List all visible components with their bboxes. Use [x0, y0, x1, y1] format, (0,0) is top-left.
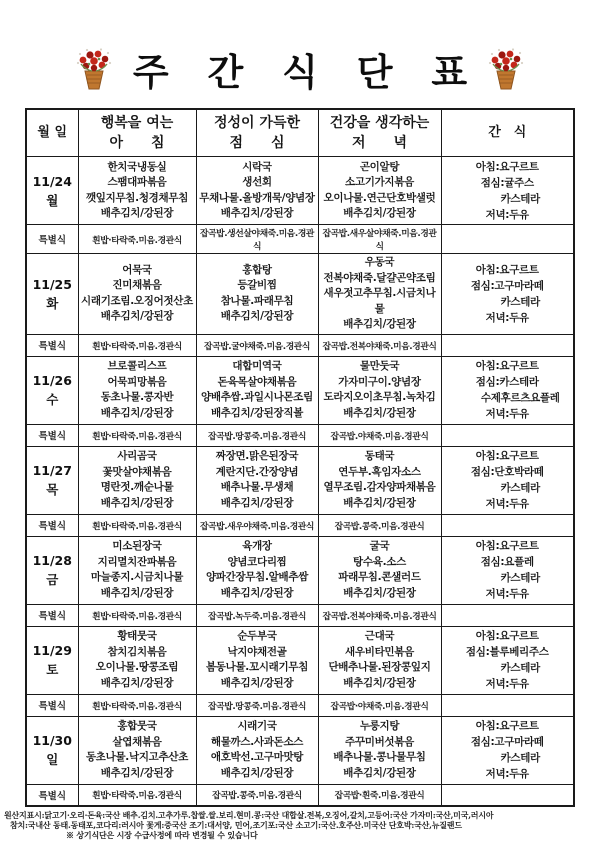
menu-item: 도라지오이초무침.녹차김 — [323, 391, 436, 403]
menu-item: 순두부국 — [237, 630, 277, 642]
snack-cell — [441, 356, 574, 424]
special-diet-label: 특별식 — [26, 784, 78, 806]
menu-item: 배추김치/강된장 — [100, 496, 174, 509]
menu-item: 마늘종지.시금치나물 — [90, 571, 184, 583]
date-cell — [26, 356, 78, 424]
special-diet-snack-empty — [441, 514, 574, 536]
menu-item: 동태국 — [364, 450, 395, 462]
special-diet-label: 특별식 — [26, 694, 78, 716]
menu-item: 연두부.흑임자소스 — [338, 465, 421, 478]
special-diet-row-11-30 — [26, 784, 574, 806]
special-diet-menu: 흰밥·타락죽.미음.경관식 — [78, 424, 196, 446]
menu-change-notice: ※ 상기식단은 시장 수급사정에 따라 변경될 수 있습니다 — [66, 830, 258, 840]
day-row-11-27 — [26, 446, 574, 514]
menu-item: 짜장면.맑은된장국 — [215, 450, 299, 462]
origin-footnote — [4, 810, 596, 840]
snack-item: 아침:요구르트 — [475, 360, 539, 372]
page-title: 주 간 식 단 표 — [132, 50, 481, 94]
snack-item: 아침:요구르트 — [475, 720, 539, 732]
menu-item: 배추김치/강된장 — [100, 310, 174, 323]
breakfast-menu-cell — [78, 626, 196, 694]
special-diet-menu: 잡곡밥.새우살야채죽.미음.경관식 — [318, 225, 441, 254]
special-diet-menu: 잡곡밥.생선살야채죽.미음.경관식 — [196, 225, 318, 254]
lunch-menu-cell — [196, 626, 318, 694]
date-label: 11/24 — [32, 173, 72, 189]
menu-item: 해물까스.사과돈소스 — [210, 735, 304, 748]
special-diet-menu: 잡곡밥.녹두죽.미음.경관식 — [196, 604, 318, 626]
date-cell — [26, 716, 78, 784]
snack-item: 카스테라 — [500, 482, 540, 494]
snack-cell — [441, 254, 574, 335]
menu-item: 열무조림.감자양파채볶음 — [323, 481, 436, 493]
column-header-line: 간 식 — [488, 125, 527, 140]
menu-item: 어묵피망볶음 — [107, 375, 167, 388]
snack-item: 점심:고구마라떼 — [470, 279, 544, 292]
snack-cell — [441, 157, 574, 225]
column-header-snack — [441, 109, 574, 157]
date-cell — [26, 446, 78, 514]
menu-item: 새우비타민볶음 — [345, 645, 414, 658]
column-header-line: 행복을 여는 — [100, 115, 174, 131]
snack-item: 아침:요구르트 — [475, 540, 539, 552]
menu-item: 대합미역국 — [232, 360, 282, 372]
special-diet-snack-empty — [441, 604, 574, 626]
day-row-11-24 — [26, 157, 574, 225]
origin-line-2: 참치:국내산 동태.동태포,코다리:러시아 꽃게:중국산 조기:대서양, 민어,조기포:국산 소고기:국산.호주산.미국산 단호박:국산,뉴질랜드 — [10, 820, 462, 830]
day-row-11-30 — [26, 716, 574, 784]
special-diet-snack-empty — [441, 784, 574, 806]
weekday-label: 토 — [46, 662, 59, 677]
weekday-label: 월 — [46, 192, 59, 208]
day-row-11-29 — [26, 626, 574, 694]
menu-item: 배추김치/강된장 — [343, 318, 416, 330]
breakfast-menu-cell — [78, 716, 196, 784]
date-cell — [26, 626, 78, 694]
date-label: 11/30 — [32, 733, 72, 748]
snack-item: 저녁:두유 — [485, 678, 529, 690]
menu-item: 누룽지탕 — [359, 720, 400, 732]
date-label: 11/25 — [32, 276, 72, 292]
lunch-menu-cell — [196, 716, 318, 784]
snack-item: 카스테라 — [500, 192, 540, 205]
snack-item: 아침:요구르트 — [475, 630, 539, 642]
breakfast-menu-cell — [78, 254, 196, 335]
menu-item: 배추김치/강된장 — [220, 766, 294, 779]
breakfast-menu-cell — [78, 356, 196, 424]
snack-item: 점심:블루베리주스 — [465, 646, 549, 658]
snack-item: 점심:요플레 — [480, 556, 534, 568]
lunch-menu-cell — [196, 157, 318, 225]
special-diet-menu: 잡곡밥.새우야채죽.미음.경관식 — [196, 514, 318, 536]
menu-item: 주꾸미버섯볶음 — [345, 735, 414, 748]
menu-item: 배추김치/강된장 — [220, 496, 294, 509]
special-diet-menu: 흰밥·타락죽.미음.경관식 — [78, 225, 196, 254]
column-header-dinner — [318, 109, 441, 157]
page-header — [0, 36, 600, 102]
menu-item: 홍합뭇국 — [117, 720, 157, 732]
special-diet-snack-empty — [441, 424, 574, 446]
special-diet-menu: 잡곡밥.땅콩죽.미음.경관식 — [196, 694, 318, 716]
special-diet-menu: 잡곡밥.전복야채죽.미음.경관식 — [318, 604, 441, 626]
menu-item: 등갈비찜 — [237, 279, 277, 292]
menu-item: 살엽채볶음 — [112, 735, 162, 748]
snack-cell — [441, 536, 574, 604]
column-header-lunch — [196, 109, 318, 157]
special-diet-menu: 잡곡밥.야채죽.미음.경관식 — [318, 424, 441, 446]
special-diet-menu: 흰밥·타락죽.미음.경관식 — [78, 694, 196, 716]
dinner-menu-cell — [318, 536, 441, 604]
menu-item: 애호박선.고구마맛탕 — [210, 751, 304, 763]
snack-item: 카스테라 — [500, 572, 540, 584]
snack-item: 카스테라 — [500, 295, 540, 308]
column-header-breakfast — [78, 109, 196, 157]
snack-item: 저녁:두유 — [485, 311, 529, 324]
lunch-menu-cell — [196, 536, 318, 604]
column-header-line: 월 일 — [37, 125, 68, 140]
date-label: 11/26 — [32, 373, 72, 388]
special-diet-menu: 잡곡밥.콩죽.미음.경관식 — [318, 514, 441, 536]
date-label: 11/28 — [32, 553, 72, 568]
menu-item: 생선회 — [242, 176, 272, 188]
menu-item: 진미채볶음 — [112, 279, 162, 292]
menu-item: 배추김치/강된장 — [220, 207, 294, 219]
menu-item: 배추김치/강된장 — [343, 496, 416, 509]
menu-item: 배추김치/강된장 — [220, 586, 294, 599]
breakfast-menu-cell — [78, 536, 196, 604]
lunch-menu-cell — [196, 356, 318, 424]
menu-item: 배추김치/강된장 — [343, 766, 416, 779]
menu-item: 소고기가지볶음 — [345, 176, 414, 188]
lunch-menu-cell — [196, 254, 318, 335]
special-diet-menu: 잡곡밥.땅콩죽.미음.경관식 — [196, 424, 318, 446]
menu-item: 브로콜리스프 — [107, 360, 167, 372]
menu-item: 동초나물.콩자반 — [100, 391, 174, 403]
special-diet-label: 특별식 — [26, 514, 78, 536]
menu-item: 시래기국 — [237, 720, 277, 732]
snack-cell — [441, 446, 574, 514]
special-diet-snack-empty — [441, 334, 574, 356]
menu-item: 황태뭇국 — [117, 630, 157, 642]
menu-item: 명란젓.깨순나물 — [100, 481, 174, 493]
menu-item: 미소된장국 — [112, 540, 162, 552]
special-diet-snack-empty — [441, 694, 574, 716]
weekday-label: 일 — [46, 752, 59, 767]
dinner-menu-cell — [318, 626, 441, 694]
menu-item: 단배추나물.된장콩잎지 — [328, 661, 431, 673]
menu-item: 배추김치/강된장 — [100, 766, 174, 779]
menu-item: 지리멸치잔파볶음 — [97, 555, 177, 568]
origin-line-1: 원산지표시:닭고기·오리·돈육:국산 배추.김치.고추가루.찹쌀.쌀.보리.현미.콩:국산 대합살.전복,오징어,갈치,고등어:국산 가자미:국산,미국,러시아 — [4, 810, 494, 820]
menu-item: 배추김치/강된장 — [220, 676, 294, 689]
menu-item: 새우젓고추무침.시금치나물 — [323, 287, 436, 315]
day-row-11-28 — [26, 536, 574, 604]
menu-item: 배추김치/강된장 — [343, 676, 416, 689]
menu-item: 가자미구이.양념장 — [338, 375, 421, 388]
breakfast-menu-cell — [78, 157, 196, 225]
menu-item: 전복야채죽.달걀곤약조림 — [323, 271, 436, 284]
menu-item: 시래기조림.오징어젓산초 — [81, 294, 193, 307]
menu-item: 스팸대파볶음 — [107, 176, 167, 188]
weekday-label: 화 — [46, 295, 59, 311]
menu-item: 봄동나물.꼬시래기무침 — [205, 661, 309, 673]
dinner-menu-cell — [318, 254, 441, 335]
special-diet-label: 특별식 — [26, 424, 78, 446]
special-diet-label: 특별식 — [26, 334, 78, 356]
menu-item: 탕수육.소스 — [353, 555, 406, 568]
snack-cell — [441, 626, 574, 694]
special-diet-row-11-28 — [26, 604, 574, 626]
menu-item: 배추김치/강된장 — [100, 676, 174, 689]
column-header-line: 저 녁 — [351, 135, 408, 151]
menu-item: 참나물.파래무침 — [220, 294, 294, 307]
menu-item: 오이나물.연근단호박샐럿 — [323, 191, 436, 204]
menu-item: 무채나물.올방개묵/양념장 — [199, 191, 315, 204]
menu-item: 배추김치/강된장 — [343, 406, 416, 419]
column-header-line: 정성이 가득한 — [213, 115, 301, 131]
menu-item: 파래무침.콘샐러드 — [338, 571, 421, 583]
day-row-11-25 — [26, 254, 574, 335]
breakfast-menu-cell — [78, 446, 196, 514]
snack-item: 수제후르츠요플레 — [480, 392, 560, 404]
menu-item: 계란지단.간장양념 — [215, 465, 299, 478]
menu-item: 사리곰국 — [117, 450, 157, 462]
special-diet-menu: 흰밥·타락죽.미음.경관식 — [78, 604, 196, 626]
weekday-label: 수 — [46, 392, 59, 407]
weekday-label: 목 — [46, 482, 59, 497]
snack-item: 점심:귤주스 — [480, 176, 534, 189]
menu-item: 물만둣국 — [359, 360, 400, 372]
dinner-menu-cell — [318, 356, 441, 424]
menu-item: 돈육목살야채볶음 — [217, 375, 297, 388]
snack-item: 점심:고구마라떼 — [470, 736, 544, 748]
lunch-menu-cell — [196, 446, 318, 514]
menu-item: 배추김치/강된장직볼 — [210, 406, 304, 419]
special-diet-menu: 잡곡밥·흰죽.미음.경관식 — [318, 784, 441, 806]
special-diet-snack-empty — [441, 225, 574, 254]
snack-item: 저녁:두유 — [485, 588, 529, 600]
dinner-menu-cell — [318, 157, 441, 225]
special-diet-label: 특별식 — [26, 604, 78, 626]
menu-item: 동초나물.낙지고추산초 — [85, 751, 189, 763]
snack-item: 아침:요구르트 — [475, 263, 539, 276]
snack-cell — [441, 716, 574, 784]
menu-item: 참치김치볶음 — [107, 645, 167, 658]
special-diet-menu: 흰밥·타락죽.미음.경관식 — [78, 784, 196, 806]
column-header-line: 점 심 — [229, 135, 285, 151]
snack-item: 저녁:두유 — [485, 498, 529, 510]
special-diet-menu: 잡곡밥.굴야채죽.미음.경관식 — [196, 334, 318, 356]
snack-item: 카스테라 — [500, 752, 540, 764]
special-diet-menu: 흰밥·타락죽.미음.경관식 — [78, 514, 196, 536]
dinner-menu-cell — [318, 446, 441, 514]
column-header-date — [26, 109, 78, 157]
menu-item: 곤이알탕 — [359, 160, 400, 173]
menu-item: 깻잎지무침.청경채무침 — [85, 191, 189, 204]
column-header-line: 아 침 — [109, 135, 165, 151]
special-diet-menu: 잡곡밥.콩죽.미음.경관식 — [196, 784, 318, 806]
date-label: 11/27 — [32, 463, 72, 478]
menu-item: 배추김치/강된장 — [220, 310, 294, 323]
weekday-label: 금 — [46, 572, 59, 587]
special-diet-row-11-29 — [26, 694, 574, 716]
menu-item: 양파간장무침.알배추쌈 — [205, 571, 309, 583]
flower-bouquet-icon — [74, 46, 114, 92]
snack-item: 카스테라 — [500, 662, 540, 674]
snack-item: 아침:요구르트 — [475, 160, 539, 173]
snack-item: 저녁:두유 — [485, 408, 529, 420]
menu-item: 배추김치/강된장 — [100, 586, 174, 599]
menu-item: 어묵국 — [122, 263, 152, 276]
menu-item: 한치국냉동실 — [107, 160, 167, 173]
meal-plan-table — [25, 108, 575, 807]
special-diet-menu: 흰밥·타락죽.미음.경관식 — [78, 334, 196, 356]
special-diet-label: 특별식 — [26, 225, 78, 254]
date-cell — [26, 536, 78, 604]
menu-item: 양배추쌈.과일시나몬조림 — [201, 391, 313, 403]
menu-item: 배추나물.무생채 — [220, 481, 294, 493]
menu-item: 양념코다리찜 — [227, 555, 287, 568]
menu-item: 배추김치/강된장 — [343, 586, 416, 599]
special-diet-row-11-26 — [26, 424, 574, 446]
menu-item: 배추김치/강된장 — [100, 207, 174, 219]
menu-item: 홍합탕 — [242, 263, 272, 276]
menu-item: 배추나물.콩나물무침 — [333, 751, 426, 763]
menu-item: 근대국 — [364, 630, 395, 642]
menu-item: 꽃맛살야채볶음 — [102, 465, 172, 478]
special-diet-row-11-25 — [26, 334, 574, 356]
dinner-menu-cell — [318, 716, 441, 784]
special-diet-row-11-27 — [26, 514, 574, 536]
special-diet-row-11-24 — [26, 225, 574, 254]
menu-item: 굴국 — [369, 540, 390, 552]
menu-item: 배추김치/강된장 — [343, 207, 416, 219]
snack-item: 점심:카스테라 — [475, 376, 539, 388]
date-cell — [26, 157, 78, 225]
snack-item: 점심:단호박라떼 — [470, 466, 544, 478]
menu-item: 시락국 — [242, 160, 272, 173]
menu-item: 오이나물.땅콩조림 — [95, 661, 179, 673]
special-diet-menu: 잡곡밥·야채죽.미음.경관식 — [318, 694, 441, 716]
menu-item: 배추김치/강된장 — [100, 406, 174, 419]
menu-item: 낙지야채전골 — [227, 645, 287, 658]
snack-item: 저녁:두유 — [485, 768, 529, 780]
table-header-row — [26, 109, 574, 157]
column-header-line: 건강을 생각하는 — [329, 115, 430, 131]
date-cell — [26, 254, 78, 335]
menu-item: 육개장 — [242, 540, 272, 552]
menu-item: 우동국 — [364, 256, 395, 268]
snack-item: 아침:요구르트 — [475, 450, 539, 462]
special-diet-menu: 잡곡밥.전복야채죽.미음.경관식 — [318, 334, 441, 356]
date-label: 11/29 — [32, 643, 72, 658]
day-row-11-26 — [26, 356, 574, 424]
flower-bouquet-icon — [486, 46, 526, 92]
snack-item: 저녁:두유 — [485, 208, 529, 221]
